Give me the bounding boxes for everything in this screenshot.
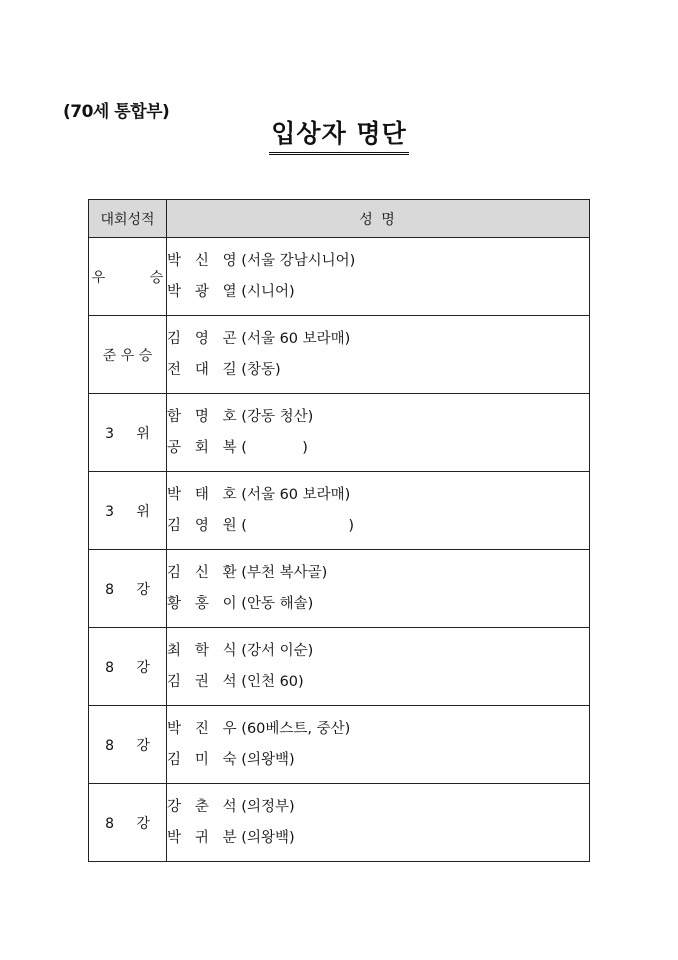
players-cell	[167, 394, 590, 472]
rank-cell	[89, 784, 167, 862]
table-row	[89, 316, 590, 394]
players-cell	[167, 706, 590, 784]
rank-cell	[89, 316, 167, 394]
header-rank: 대회성적	[89, 200, 167, 238]
category-label: (70세 통합부)	[63, 102, 170, 122]
rank-label: 우 승	[91, 269, 164, 286]
rank-cell	[89, 550, 167, 628]
player-entry: 김 권 석 (인천 60)	[167, 673, 304, 690]
rank-cell	[89, 394, 167, 472]
results-table	[88, 199, 590, 862]
players-cell	[167, 550, 590, 628]
table-row	[89, 238, 590, 316]
player-entry: 박 신 영 (서울 강남시니어)	[167, 252, 356, 269]
player-entry: 김 영 원 ( )	[167, 517, 354, 534]
rank-label: 3 위	[105, 425, 150, 442]
players-cell	[167, 472, 590, 550]
rank-cell	[89, 472, 167, 550]
rank-label: 8 강	[105, 581, 150, 598]
table-row	[89, 628, 590, 706]
player-entry: 전 대 길 (창동)	[167, 361, 281, 378]
table-row	[89, 784, 590, 862]
players-cell	[167, 238, 590, 316]
player-entry: 황 홍 이 (안동 해솔)	[167, 595, 314, 612]
page-title: 입상자 명단	[269, 114, 408, 155]
page-title-wrapper	[0, 114, 678, 155]
rank-cell	[89, 706, 167, 784]
rank-label: 준 우 승	[102, 347, 153, 364]
players-cell	[167, 784, 590, 862]
header-name: 성 명	[167, 200, 590, 238]
rank-cell	[89, 238, 167, 316]
table-row	[89, 394, 590, 472]
table-header-row	[89, 200, 590, 238]
player-entry: 김 영 곤 (서울 60 보라매)	[167, 330, 351, 347]
rank-label: 8 강	[105, 737, 150, 754]
rank-label: 3 위	[105, 503, 150, 520]
rank-label: 8 강	[105, 815, 150, 832]
player-entry: 최 학 식 (강서 이순)	[167, 642, 314, 659]
players-cell	[167, 628, 590, 706]
rank-label: 8 강	[105, 659, 150, 676]
player-entry: 박 진 우 (60베스트, 중산)	[167, 720, 351, 737]
player-entry: 박 광 열 (시니어)	[167, 283, 295, 300]
table-row	[89, 550, 590, 628]
player-entry: 강 춘 석 (의정부)	[167, 798, 295, 815]
player-entry: 박 태 호 (서울 60 보라매)	[167, 486, 351, 503]
table-row	[89, 472, 590, 550]
player-entry: 함 명 호 (강동 청산)	[167, 408, 314, 425]
player-entry: 김 신 환 (부천 복사골)	[167, 564, 328, 581]
rank-cell	[89, 628, 167, 706]
player-entry: 김 미 숙 (의왕백)	[167, 751, 295, 768]
player-entry: 공 회 복 ( )	[167, 439, 308, 456]
players-cell	[167, 316, 590, 394]
table-row	[89, 706, 590, 784]
player-entry: 박 귀 분 (의왕백)	[167, 829, 295, 846]
